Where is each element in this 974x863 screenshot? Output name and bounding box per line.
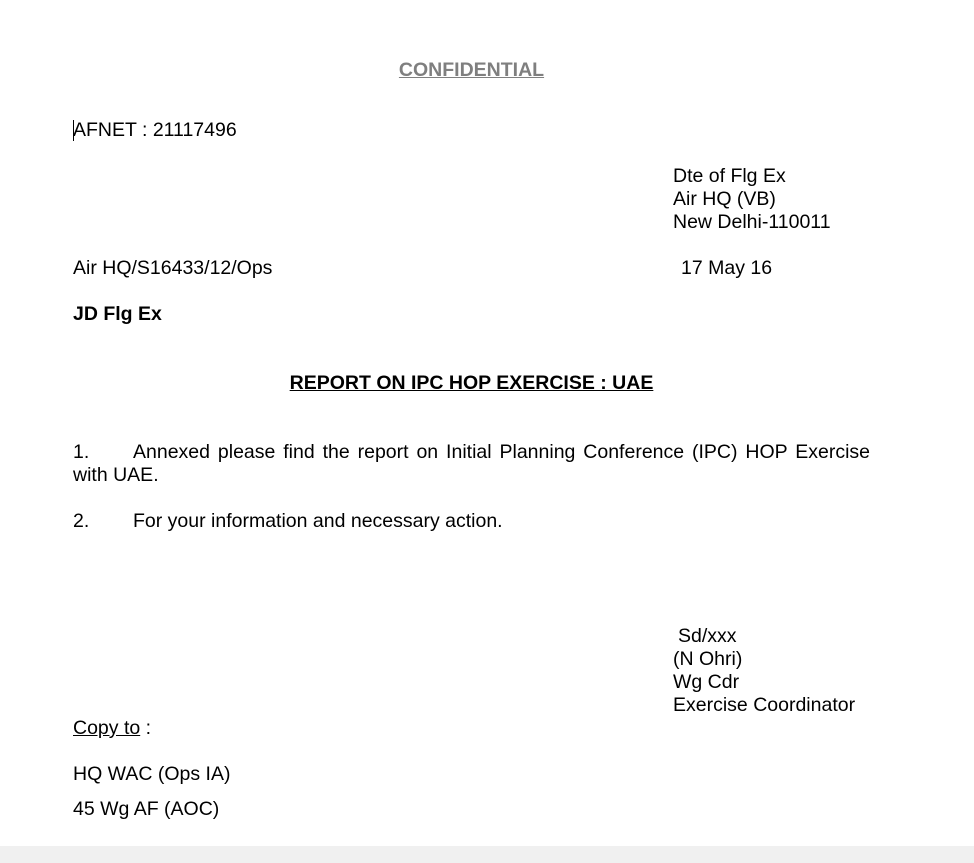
classification-header: CONFIDENTIAL	[398, 59, 545, 81]
copy-to-suffix: :	[140, 717, 152, 739]
addressee: JD Flg Ex	[73, 303, 162, 325]
copy-to-text: Copy to	[73, 717, 141, 739]
afnet-number: AFNET : 21117496	[73, 119, 237, 141]
reference-number: Air HQ/S16433/12/Ops	[73, 257, 273, 279]
paragraph-number: 2.	[73, 510, 90, 532]
copy-recipient-1: HQ WAC (Ops IA)	[73, 763, 231, 785]
paragraph-text: Annexed please find the report on Initial Planning Conference (IPC) HOP Exercise with UAE.	[73, 441, 870, 486]
sender-address-line-2: Air HQ (VB)	[673, 188, 776, 210]
signatory-name: (N Ohri)	[673, 648, 743, 670]
subject-heading: REPORT ON IPC HOP EXERCISE : UAE	[289, 372, 654, 394]
page-bottom-edge	[0, 846, 974, 863]
paragraph-2	[73, 510, 870, 533]
sender-address-line-3: New Delhi-110011	[673, 211, 831, 233]
paragraph-number: 1.	[73, 441, 90, 463]
paragraph-1	[73, 441, 870, 487]
copy-to-label	[73, 717, 151, 740]
letter-date: 17 May 16	[681, 257, 773, 279]
sender-address-line-1: Dte of Flg Ex	[673, 165, 786, 187]
signatory-designation: Exercise Coordinator	[673, 694, 856, 716]
copy-recipient-2: 45 Wg AF (AOC)	[73, 798, 220, 820]
paragraph-text: For your information and necessary action.	[133, 510, 503, 532]
signatory-rank: Wg Cdr	[673, 671, 740, 693]
signature-sd: Sd/xxx	[678, 625, 737, 647]
